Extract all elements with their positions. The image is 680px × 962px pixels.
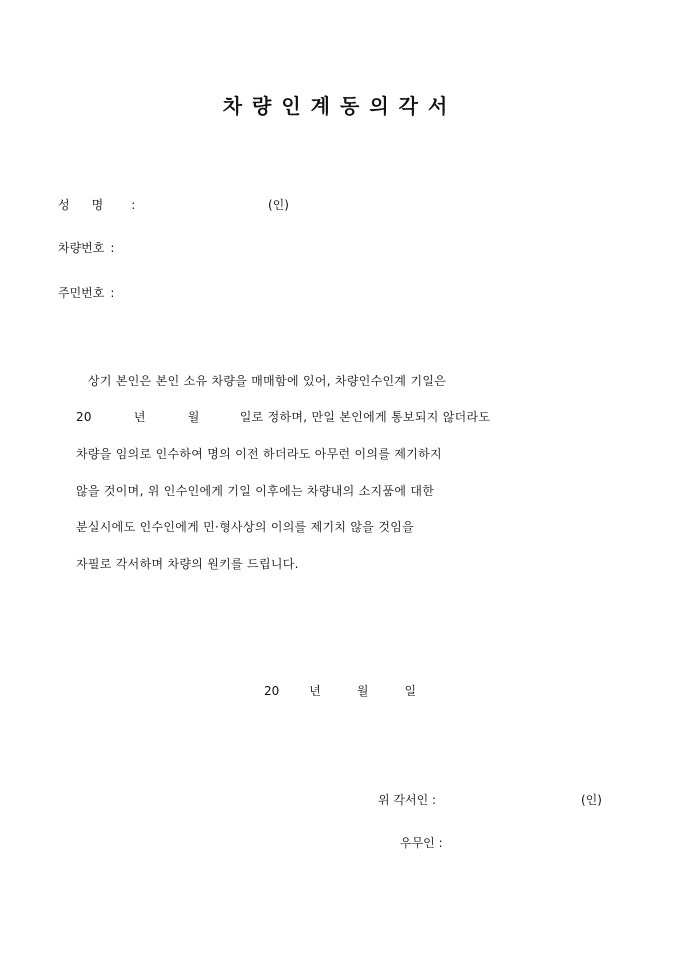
document-title: 차량인계동의각서 [222,94,458,118]
name-label: 성명 [58,198,126,212]
date-il: 일 [404,684,417,698]
date-wol: 월 [356,684,369,698]
body-line-4: 않을 것이며, 위 인수인에게 기일 이후에는 차량내의 소지품에 대한 [76,484,435,498]
signer-label: 위 각서인 : [378,793,437,807]
body-year: 20 [76,410,92,424]
name-field [58,196,135,213]
car-number-field [58,239,114,256]
resident-number-label: 주민번호 [58,286,105,300]
body-wol: 월 [187,410,200,424]
date-line [264,682,416,699]
car-number-label: 차량번호 [58,241,105,255]
body-line-1: 상기 본인은 본인 소유 차량을 매매함에 있어, 차량인수인계 기일은 [88,374,447,388]
body-line-5: 분실시에도 인수인에게 민·형사상의 이의를 제기치 않을 것임을 [76,520,414,534]
resident-number-colon: : [110,286,115,300]
date-nyeon: 년 [309,684,321,698]
resident-number-field [58,284,114,301]
body-nyeon: 년 [133,410,146,424]
body-line-6: 자필로 각서하며 차량의 원키를 드립니다. [76,557,299,571]
car-number-colon: : [110,241,115,255]
body-line-3: 차량을 임의로 인수하여 명의 이전 하더라도 아무런 이의를 제기하지 [76,447,442,461]
body-line-2-rest: 일로 정하며, 만일 본인에게 통보되지 않더라도 [239,410,491,424]
signer-seal: (인) [581,793,602,807]
body-line-2 [76,408,490,425]
date-year: 20 [264,684,280,698]
name-seal: (인) [268,198,289,212]
name-colon: : [131,198,136,212]
witness-label: 우무인 : [400,836,443,850]
